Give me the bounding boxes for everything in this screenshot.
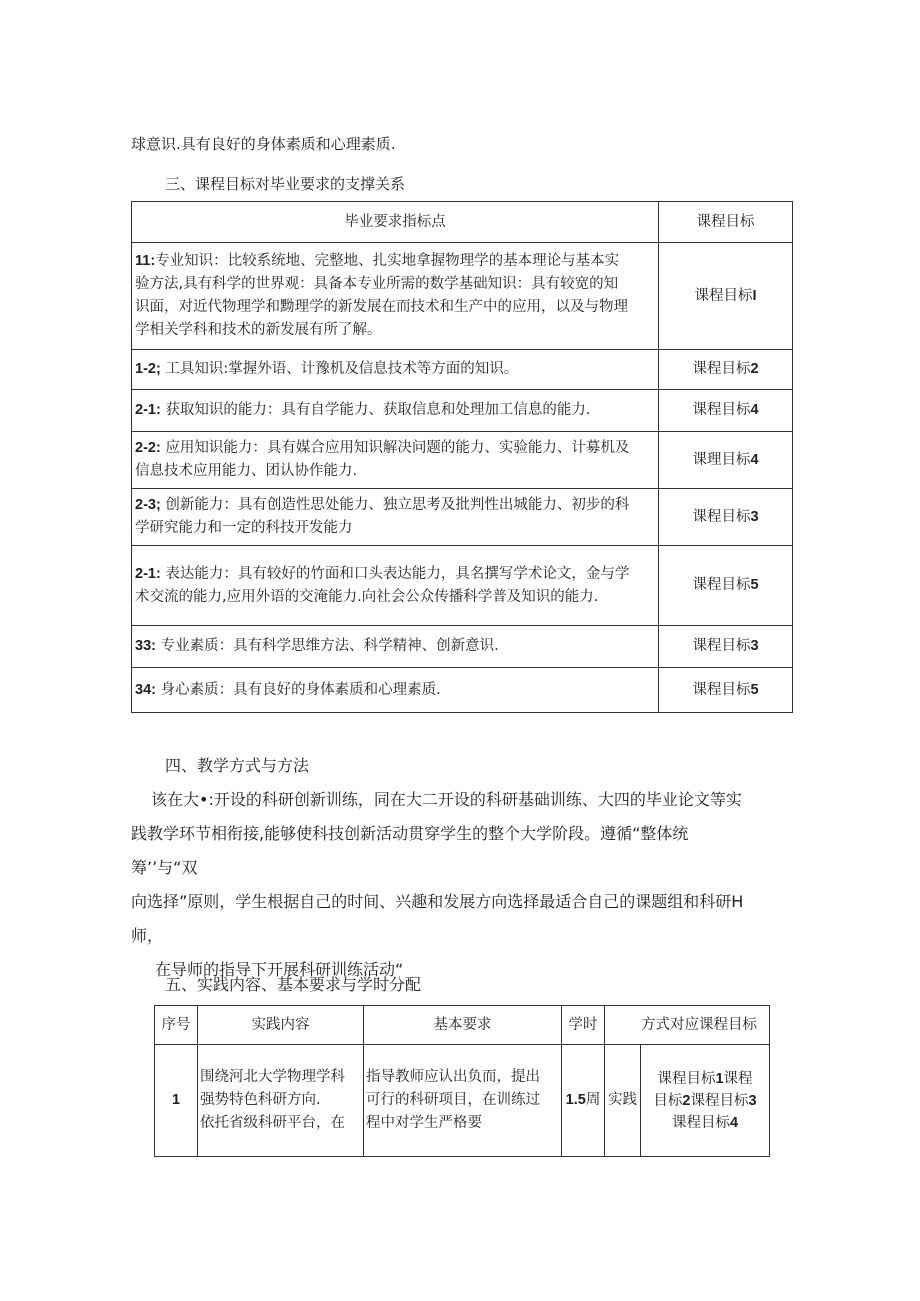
indicator-code: 2-1: xyxy=(135,565,161,582)
practice-hours: 1.5周 xyxy=(562,1045,605,1157)
objective-number: I xyxy=(752,287,757,304)
indicator-text: 识面，对近代物理学和黝理学的新发展在而技术和生产中的应用，以及与物理 xyxy=(135,299,628,315)
paragraph-line: 在导师的指导下开展科研训练活动“ xyxy=(155,960,404,979)
requirements-table xyxy=(131,201,793,713)
table-row xyxy=(132,668,793,713)
objective-number: 2 xyxy=(750,361,759,377)
objective-number: 5 xyxy=(750,681,759,698)
table-row xyxy=(132,546,793,626)
table-row xyxy=(132,489,793,546)
paragraph-line: 向选择”原则，学生根据自己的时间、兴趣和发展方向选择最适合自己的课题组和科研H师， xyxy=(131,892,744,945)
indicator-text: 术交流的能力,应用外语的交淹能力.向社会公众传播科学普及知识的能力. xyxy=(135,588,599,605)
indicator-text: 创新能力：具有创造性思处能力、独立思考及批判性出城能力、初步的科 xyxy=(165,497,630,513)
indicator-text: 表达能力：具有较好的竹面和口头表达能力，具名撰写学术论文，金与学 xyxy=(165,565,630,582)
objective-label: 课程目标 xyxy=(692,577,751,593)
table-row xyxy=(155,1045,770,1157)
table-row xyxy=(132,243,793,350)
col-header-objective: 课程目标 xyxy=(659,202,793,243)
objective-label: 课理目标 xyxy=(692,451,751,468)
paragraph-line: 践教学环节相衔接,能够使科技创新活动贯穿学生的整个大学阶段。遵循“整体统筹’’与“双 xyxy=(131,824,689,877)
objective-number: 5 xyxy=(750,577,759,593)
section3-heading: 三、课程目标对毕业要求的支撑关系 xyxy=(165,175,406,193)
table-row xyxy=(132,350,793,390)
section4-heading: 四、教学方式与方法 xyxy=(165,756,310,775)
objective-label: 课程目标 xyxy=(692,508,751,525)
objective-label: 课程目标 xyxy=(692,638,751,654)
practice-table xyxy=(154,1005,770,1157)
indicator-text: 工具知识:掌握外语、计豫机及信息技术等方面的知识。 xyxy=(165,361,519,377)
objective-label: 课程目标 xyxy=(692,681,751,698)
intro-tail-text: 球意识.具有良好的身体素质和心理素质. xyxy=(131,135,396,153)
objective-number: 3 xyxy=(750,508,759,525)
indicator-text: 专业素质：具有科学思维方法、科学精神、创新意识. xyxy=(160,638,499,654)
col-header-hours: 学时 xyxy=(562,1006,605,1045)
section4-paragraph xyxy=(131,783,751,987)
col-header-objective: 对应课程目标 xyxy=(670,1016,757,1033)
practice-content: 围绕河北大学物理学科 强势特色科研方向. 依托省级科研平台，在 xyxy=(198,1045,364,1157)
indicator-text: 应用知识能力：具有媒合应用知识解决问题的能力、实验能力、计募机及 xyxy=(165,440,630,456)
row-number: 1 xyxy=(155,1045,198,1157)
col-header-content: 实践内容 xyxy=(198,1006,364,1045)
col-header-mode-objective xyxy=(605,1006,770,1045)
objective-number: 3 xyxy=(750,638,759,654)
table-row xyxy=(132,432,793,489)
indicator-text: 专业知识：比较系统地、完整地、扎实地拿握物理学的基本理论与基本实 xyxy=(155,253,620,269)
indicator-code: 2-2: xyxy=(135,440,161,456)
practice-requirement: 指导教师应认出负而，提出 可行的科研项目，在训练过 程中对学生严格要 xyxy=(364,1045,562,1157)
objective-number: 4 xyxy=(750,451,759,468)
indicator-text: 身心素质：具有良好的身体素质和心理素质. xyxy=(160,681,441,698)
indicator-text: 获取知识的能力：具有自学能力、获取信息和处理加工信息的能力. xyxy=(165,402,591,418)
objective-label: 课程目标 xyxy=(694,287,753,304)
objective-label: 课程目标 xyxy=(692,361,751,377)
indicator-code: 2-1: xyxy=(135,402,161,418)
indicator-text: 信息技术应用能力、团认协作能力. xyxy=(135,463,358,479)
indicator-code: 33: xyxy=(135,638,156,654)
col-header-requirement: 毕业要求指标点 xyxy=(132,202,659,243)
practice-mode: 实践 xyxy=(605,1045,641,1157)
col-header-requirement: 基本要求 xyxy=(364,1006,562,1045)
section5-heading: 五、实践内容、基本要求与学时分配 xyxy=(165,975,422,994)
col-header-no: 序号 xyxy=(155,1006,198,1045)
indicator-text: 学相关学科和技术的新发展有所了解。 xyxy=(135,322,382,338)
objective-label: 课程目标 xyxy=(692,402,751,418)
table-row xyxy=(132,626,793,668)
col-header-mode: 方式 xyxy=(641,1016,670,1033)
indicator-code: 34: xyxy=(135,681,156,698)
indicator-code: 1-2; xyxy=(135,361,161,377)
indicator-text: 学研究能力和一定的科技开发能力 xyxy=(135,520,353,536)
indicator-code: 11: xyxy=(135,253,156,269)
practice-objectives: 课程目标1课程 目标2课程目标3 课程目标4 xyxy=(641,1045,770,1157)
indicator-code: 2-3; xyxy=(135,497,161,513)
indicator-text: 验方法,具有科学的世界观：具备本专业所需的数学基础知识：具有较宽的知 xyxy=(135,276,619,292)
objective-number: 4 xyxy=(750,402,759,418)
paragraph-line: 该在大•:开设的科研创新训练，同在大二开设的科研基础训练、大四的毕业论文等实 xyxy=(151,790,742,809)
table-row xyxy=(132,390,793,432)
